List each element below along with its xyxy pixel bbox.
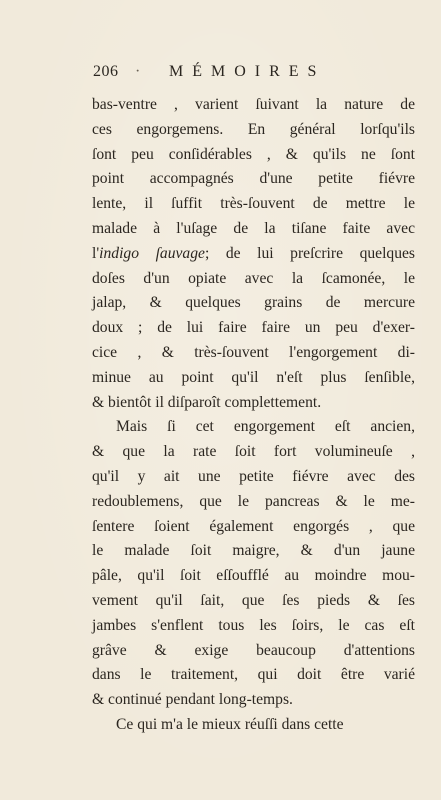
text-line: redoublemens, que le pancreas & le me-	[92, 492, 415, 510]
body-text	[92, 93, 415, 738]
page-number: 206	[93, 63, 119, 80]
page-header	[93, 63, 353, 85]
text-line: bas-ventre , varient ſuivant la nature de	[92, 96, 415, 113]
italic-term: indigo ſauvage	[99, 244, 205, 262]
text-line	[92, 242, 415, 267]
text-line: Mais ſi cet engorgement eſt ancien,	[116, 418, 415, 436]
text-line: & continué pendant long-temps.	[92, 691, 293, 709]
text-line: le malade ſoit maigre, & d'un jaune	[92, 542, 415, 560]
text-line: qu'il y ait une petite fiévre avec des	[92, 467, 415, 485]
text-line: Ce qui m'a le mieux réuſſi dans cette	[116, 715, 344, 733]
text-segment: l'	[92, 244, 100, 262]
text-line: ſentere ſoient également engorgés , que	[92, 517, 415, 535]
text-line: jambes s'enflent tous les ſoirs, le cas eſt	[92, 616, 415, 634]
text-line: minue au point qu'il n'eſt plus ſenſible,	[92, 368, 415, 386]
text-segment: ; de lui preſcrire quelques	[204, 244, 415, 262]
text-line: vement qu'il ſait, que ſes pieds & ſes	[92, 591, 415, 609]
text-line: pâle, qu'il ſoit eſſoufflé au moindre mou-	[92, 567, 415, 585]
running-title: MÉMOIRES	[169, 63, 326, 80]
header-separator: ·	[135, 63, 141, 80]
text-line: point accompagnés d'une petite fiévre	[92, 170, 415, 188]
text-line: ces engorgemens. En général lorſqu'ils	[92, 120, 415, 138]
text-line: jalap, & quelques grains de mercure	[92, 294, 415, 312]
text-line: & que la rate ſoit fort volumineuſe ,	[92, 443, 415, 461]
text-line: ſont peu conſidérables , & qu'ils ne ſont	[92, 145, 415, 163]
text-line: cice , & très-ſouvent l'engorgement di-	[92, 343, 415, 361]
text-line: lente, il ſuffit très-ſouvent de mettre le	[92, 195, 415, 213]
text-line: & bientôt il diſparoît complettement.	[92, 393, 322, 411]
text-line: malade à l'uſage de la tiſane faite avec	[92, 219, 415, 237]
text-line: dans le traitement, qui doit être varié	[92, 666, 415, 684]
text-line: doux ; de lui faire faire un peu d'exer-	[92, 319, 415, 337]
text-line: doſes d'un opiate avec la ſcamonée, le	[92, 269, 415, 287]
text-line: grâve & exige beaucoup d'attentions	[92, 641, 415, 659]
